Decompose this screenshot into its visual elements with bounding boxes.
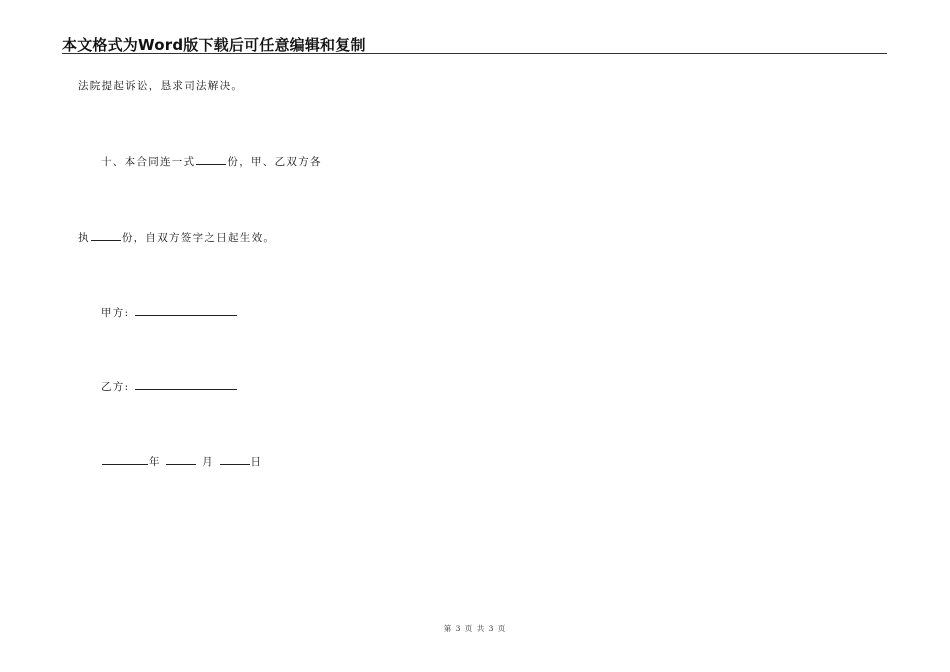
day-blank [220, 453, 250, 465]
header-divider [62, 53, 887, 54]
month-label: 月 [202, 456, 214, 468]
body-text: 十、本合同连一式 [101, 156, 196, 168]
month-blank [166, 453, 196, 465]
copies-each-blank [91, 229, 121, 241]
day-label: 日 [250, 456, 263, 468]
party-a-signature-line [101, 304, 238, 320]
body-text: 法院提起诉讼，恳求司法解决。 [78, 80, 244, 92]
body-line-court [78, 79, 243, 93]
party-a-blank [135, 304, 237, 316]
page-footer [0, 623, 950, 634]
date-line [101, 453, 262, 469]
party-b-signature-line [101, 378, 238, 394]
body-line-effective [78, 229, 275, 245]
body-text: 份，自双方签字之日起生效。 [121, 232, 276, 244]
year-label: 年 [149, 456, 161, 468]
party-b-label: 乙方: [101, 381, 130, 393]
body-line-copies [101, 153, 322, 169]
party-a-label: 甲方: [101, 307, 130, 319]
body-text: 份，甲、乙双方各 [227, 156, 322, 168]
copies-blank [196, 153, 226, 165]
year-blank [102, 453, 148, 465]
party-b-blank [135, 378, 237, 390]
document-header-title: 本文格式为Word版下载后可任意编辑和复制 [62, 36, 366, 54]
body-text: 执 [78, 232, 90, 244]
page-indicator: 第 3 页 共 3 页 [443, 624, 507, 633]
